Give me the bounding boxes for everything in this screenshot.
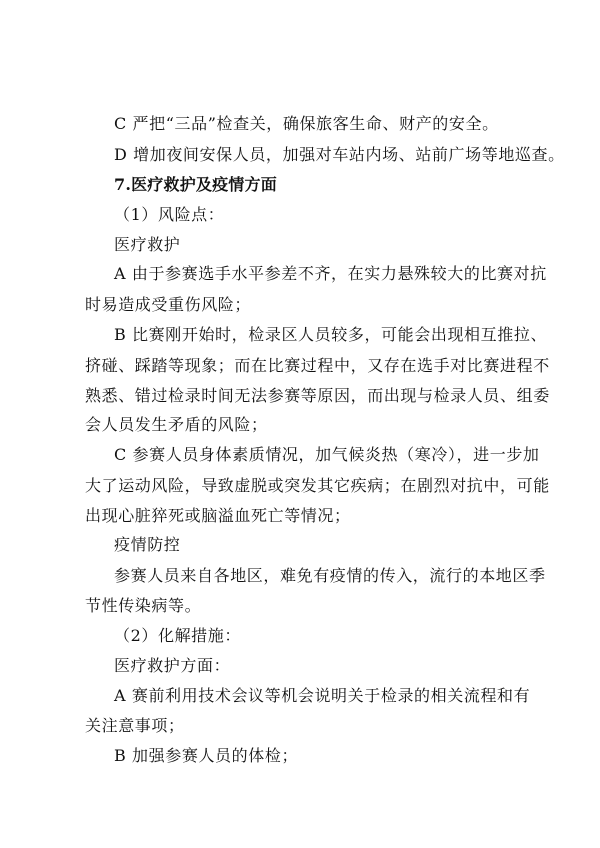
risk-b-line-2: 挤碰、踩踏等现象；而在比赛过程中，又存在选手对比赛进程不: [85, 356, 550, 375]
label-medical-rescue-aspect: 医疗救护方面：: [114, 656, 231, 675]
epidemic-line-2: 节性传染病等。: [85, 596, 202, 615]
subheading-risk-points: （1）风险点：: [114, 205, 225, 224]
risk-a-line-2: 时易造成受重伤风险；: [85, 295, 252, 314]
measure-a-line-1: A 赛前利用技术会议等机会说明关于检录的相关流程和有: [114, 686, 531, 705]
risk-a-line-1: A 由于参赛选手水平参差不齐，在实力悬殊较大的比赛对抗: [114, 264, 547, 283]
section-heading-medical-epidemic: 7.医疗救护及疫情方面: [114, 175, 277, 194]
measure-c-three-products: C 严把“三品”检查关，确保旅客生命、财产的安全。: [114, 114, 499, 133]
measure-d-night-security: D 增加夜间安保人员，加强对车站内场、站前广场等地巡查。: [114, 145, 565, 164]
label-epidemic-control: 疫情防控: [114, 535, 181, 554]
epidemic-line-1: 参赛人员来自各地区，难免有疫情的传入，流行的本地区季: [114, 566, 546, 585]
risk-b-line-3: 熟悉、错过检录时间无法参赛等原因，而出现与检录人员、组委: [85, 386, 550, 405]
risk-b-line-4: 会人员发生矛盾的风险；: [85, 415, 268, 434]
measure-b-physical-exam: B 加强参赛人员的体检；: [114, 746, 299, 765]
subheading-mitigation: （2）化解措施：: [114, 626, 241, 645]
measure-a-line-2: 关注意事项；: [85, 716, 185, 735]
label-medical-rescue: 医疗救护: [114, 235, 181, 254]
risk-c-line-1: C 参赛人员身体素质情况，加气候炎热（寒冷），进一步加: [114, 445, 540, 464]
risk-c-line-3: 出现心脏猝死或脑溢血死亡等情况；: [85, 506, 351, 525]
risk-c-line-2: 大了运动风险，导致虚脱或突发其它疾病；在剧烈对抗中，可能: [85, 476, 550, 495]
risk-b-line-1: B 比赛刚开始时，检录区人员较多，可能会出现相互推拉、: [114, 325, 548, 344]
